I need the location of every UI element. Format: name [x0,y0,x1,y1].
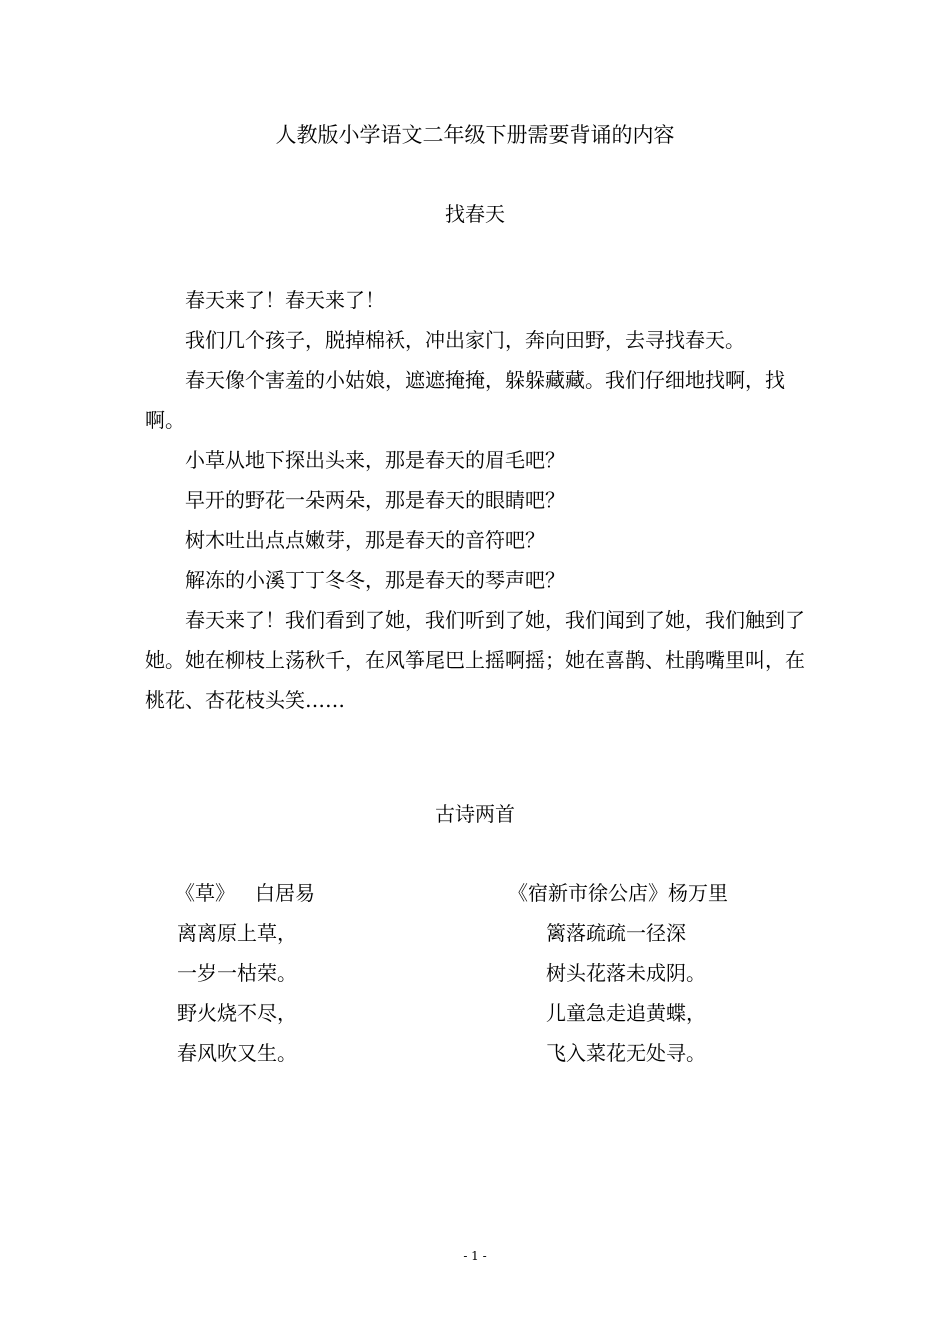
paragraph: 树木吐出点点嫩芽，那是春天的音符吧？ [185,528,545,552]
poem-line: 春风吹又生。 [177,1041,297,1065]
paragraph: 春天来了！春天来了！ [185,288,385,312]
poem-line: 儿童急走追黄蝶， [546,1001,706,1025]
poem-author: 白居易 [255,881,315,905]
paragraph: 小草从地下探出头来，那是春天的眉毛吧？ [185,448,565,472]
paragraph: 我们几个孩子，脱掉棉袄，冲出家门，奔向田野，去寻找春天。 [185,328,745,352]
poem-title-line [175,873,455,913]
paragraph: 春天像个害羞的小姑娘，遮遮掩掩，躲躲藏藏。我们仔细地找啊，找啊。 [145,368,785,432]
poem-line: 篱落疏疏一径深 [546,921,686,945]
section-heading-find-spring: 找春天 [445,202,505,226]
poem-line: 野火烧不尽， [177,1001,297,1025]
poem-line: 离离原上草， [177,921,297,945]
poem-line: 一岁一枯荣。 [177,961,297,985]
paragraph: 春天来了！我们看到了她，我们听到了她，我们闻到了她，我们触到了她。她在柳枝上荡秋千，在风筝尾巴上摇啊摇；她在喜鹊、杜鹃嘴里叫，在桃花、杏花枝头笑…… [145,608,805,712]
poem-line: 树头花落未成阴。 [546,961,706,985]
paragraph: 解冻的小溪丁丁冬冬，那是春天的琴声吧？ [185,568,565,592]
poem-line: 飞入菜花无处寻。 [546,1041,706,1065]
poem-author: 杨万里 [668,881,728,905]
page-title: 人教版小学语文二年级下册需要背诵的内容 [275,123,675,147]
poem-title-line [508,873,808,913]
section-heading-two-poems: 古诗两首 [435,802,515,826]
article-find-spring [145,280,810,720]
paragraph: 早开的野花一朵两朵，那是春天的眼睛吧？ [185,488,565,512]
poem-xu-inn [508,873,808,1073]
poem-grass [175,873,455,1073]
poem-title: 《宿新市徐公店》 [508,881,668,905]
page-number: - 1 - [463,1249,487,1263]
poem-title: 《草》 [175,881,235,905]
